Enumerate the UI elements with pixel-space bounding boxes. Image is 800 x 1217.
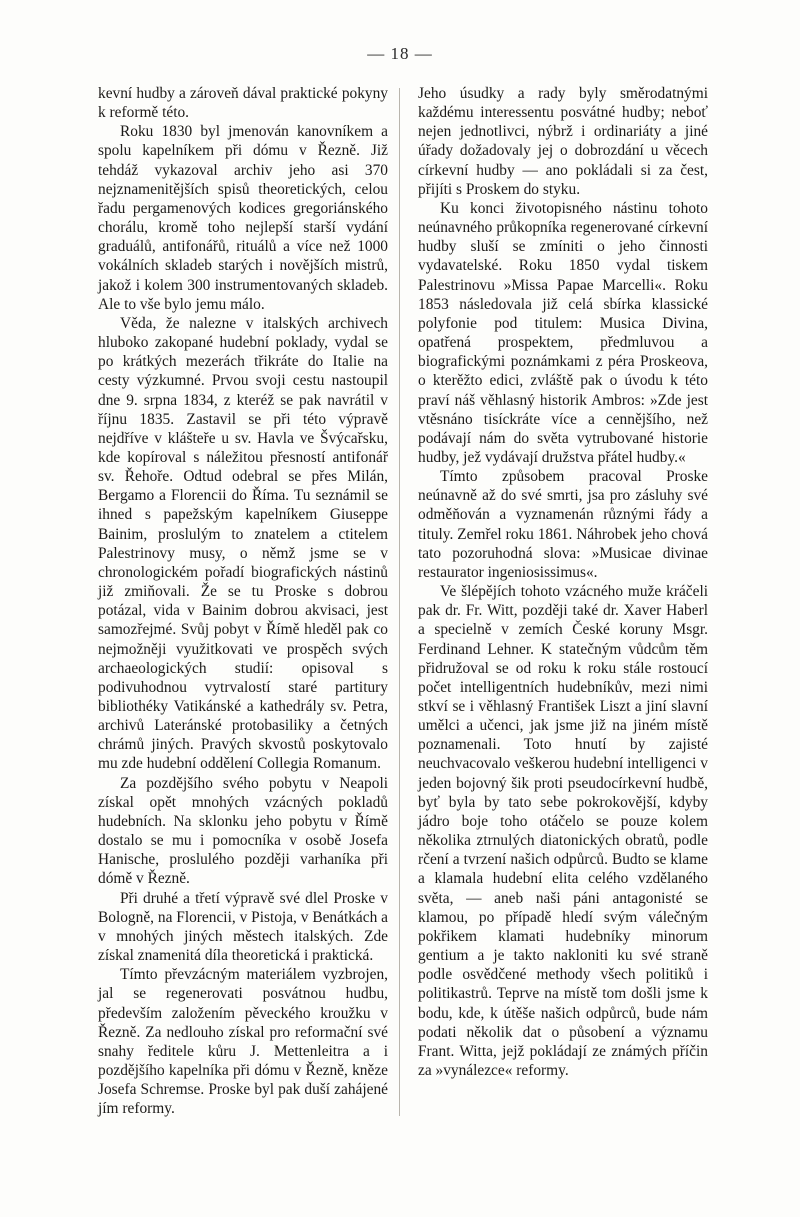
page-number: — 18 — — [367, 44, 433, 63]
paragraph: Roku 1830 byl jmenován kanovníkem a spolu kapelníkem při dómu v Řezně. Již tehdáž vykazoval archiv jeho asi 370 nejznamenitějších spisů theoretických, celou řadu pergamenových kodices gregoriánského chorálu, kromě toho nejlepší starší vydání graduálů, antifonářů, rituálů a více než 1000 vokálních skladeb starých i novějších mistrů, jakož i kolem 300 instrumentovaných skladeb. Ale to vše bylo jemu málo. — [98, 123, 388, 313]
left-column — [98, 84, 388, 1124]
paragraph: Ve šlépějích tohoto vzácného muže kráčeli pak dr. Fr. Witt, později také dr. Xaver Haberl a specielně v zemích České koruny Msgr. Ferdinand Lehner. K statečným vůdcům těm přidružoval se od roku k roku stále rostoucí počet intelligentních hudebníkův, mezi nimi stkví se i věhlasný František Liszt a jiní slavní umělci a učenci, jak jsme již na jiném místě poznamenali. Toto hnutí by zajisté neuchvacovalo veškerou hudební intelligenci v jeden bojovný šik proti pseudocírkevní hudbě, byť byla by tato sebe pokrokovější, kdyby jádro boje toho otáčelo se pouze kolem několika ztrnulých diatonických obratů, podle rčení a tvrzení našich odpůrců. Budto se klame a klamala hudební elita celého vzdělaného světa, — aneb naši páni antagonisté se klamou, po případě hledí svým válečným pokřikem klamati hudebníky minorum gentium a je takto nakloniti ku své straně podle osvědčené methody všech politiků i politikastrů. Teprve na místě tom došli jsme k bodu, kde, k útěše našich odpůrců, bude nám podati několik dat o působení a významu Frant. Witta, jejž pokládají ze známých příčin za »vynálezce« reformy. — [418, 583, 708, 1079]
paragraph: Za pozdějšího svého pobytu v Neapoli získal opět mnohých vzácných pokladů hudebních. Na sklonku jeho pobytu v Římě dostalo se mu i pomocníka v osobě Josefa Hanische, proslulého později varhaníka při dómě v Řezně. — [98, 774, 388, 888]
paragraph: Věda, že nalezne v italských archivech hluboko zakopané hudební poklady, vydal se po krátkých mezerách třikráte do Italie na cesty výzkumné. Prvou svoji cestu nastoupil dne 9. srpna 1834, z kteréž se pak navrátil v říjnu 1835. Zastavil se při této výpravě nejdříve v klášteře u sv. Havla ve Švýcařsku, kde kopíroval s náležitou přesností antifonář sv. Řehoře. Odtud odebral se přes Milán, Bergamo a Florencii do Říma. Tu seznámil se ihned s papežským kapelníkem Giuseppe Bainim, proslulým to znatelem a ctitelem Palestrinovy musy, o němž jsme se v chronologickém pořadí biografických nástinů již zmiňovali. Že se tu Proske s dobrou potázal, vida v Bainim dobrou akvisaci, jest samozřejmé. Svůj pobyt v Římě hleděl pak co nejmožněji využitkovati ve prospěch svých archaeologických studií: opisoval s podivuhodnou vytrvalostí staré partitury bibliothéky Vatikánské a kathedrály sv. Petra, archivů Lateránské protobasiliky a četných chrámů jiných. Pravých skvostů poskytovalo mu zde hudební oddělení Collegia Romanum. — [98, 314, 388, 773]
paragraph: Tímto převzácným materiálem vyzbrojen, jal se regenerovati posvátnou hudbu, především založením pěveckého kroužku v Řezně. Za nedlouho získal pro reformační své snahy ředitele kůru J. Mettenleitra a i pozdějšího kapelníka při dómu v Řezně, kněze Josefa Schremse. Proske byl pak duší zahájené jím reformy. — [98, 966, 388, 1118]
text-columns — [98, 84, 708, 1124]
paragraph: Ku konci životopisného nástinu tohoto neúnavného průkopníka regenerované církevní hudby sluší se zmíniti o jeho činnosti vydavatelské. Roku 1850 vydal tiskem Palestrinovu »Missa Papae Marcelli«. Roku 1853 následovala již celá sbírka klassické polyfonie pod titulem: Musica Divina, opatřená prospektem, předmluvou a biografickými poznámkami z péra Proskeova, o kterěžto edici, zvláště pak o úvodu k této praví náš věhlasný historik Ambros: »Zde jest vtěsnáno tisíckráte více a cennějšího, než podávají nám do světa vytrubované historie hudby, jež vydávají družstva přátel hudby.« — [418, 199, 708, 466]
paragraph: kevní hudby a zároveň dával praktické pokyny k reformě této. — [98, 85, 388, 122]
paragraph: Při druhé a třetí výpravě své dlel Proske v Bologně, na Florencii, v Pistoja, v Benátkách a v mnohých jiných městech italských. Zde získal znamenitá díla theoretická i praktická. — [98, 889, 388, 965]
paragraph: Jeho úsudky a rady byly směrodatnými každému interessentu posvátné hudby; neboť nejen jednotlivci, nýbrž i ordinariáty a jiné úřady dožadovaly jej o dobrozdání u věcech církevní hudby — ano pokládali si za čest, přijíti s Proskem do styku. — [418, 85, 708, 198]
paragraph: Tímto způsobem pracoval Proske neúnavně až do své smrti, jsa pro zásluhy své odměňován a vyznamenán různými řády a tituly. Zemřel roku 1861. Náhrobek jeho chová tato pozoruhodná slova: »Musicae divinae restaurator ingeniosissimus«. — [418, 468, 708, 581]
right-column — [418, 84, 708, 1124]
